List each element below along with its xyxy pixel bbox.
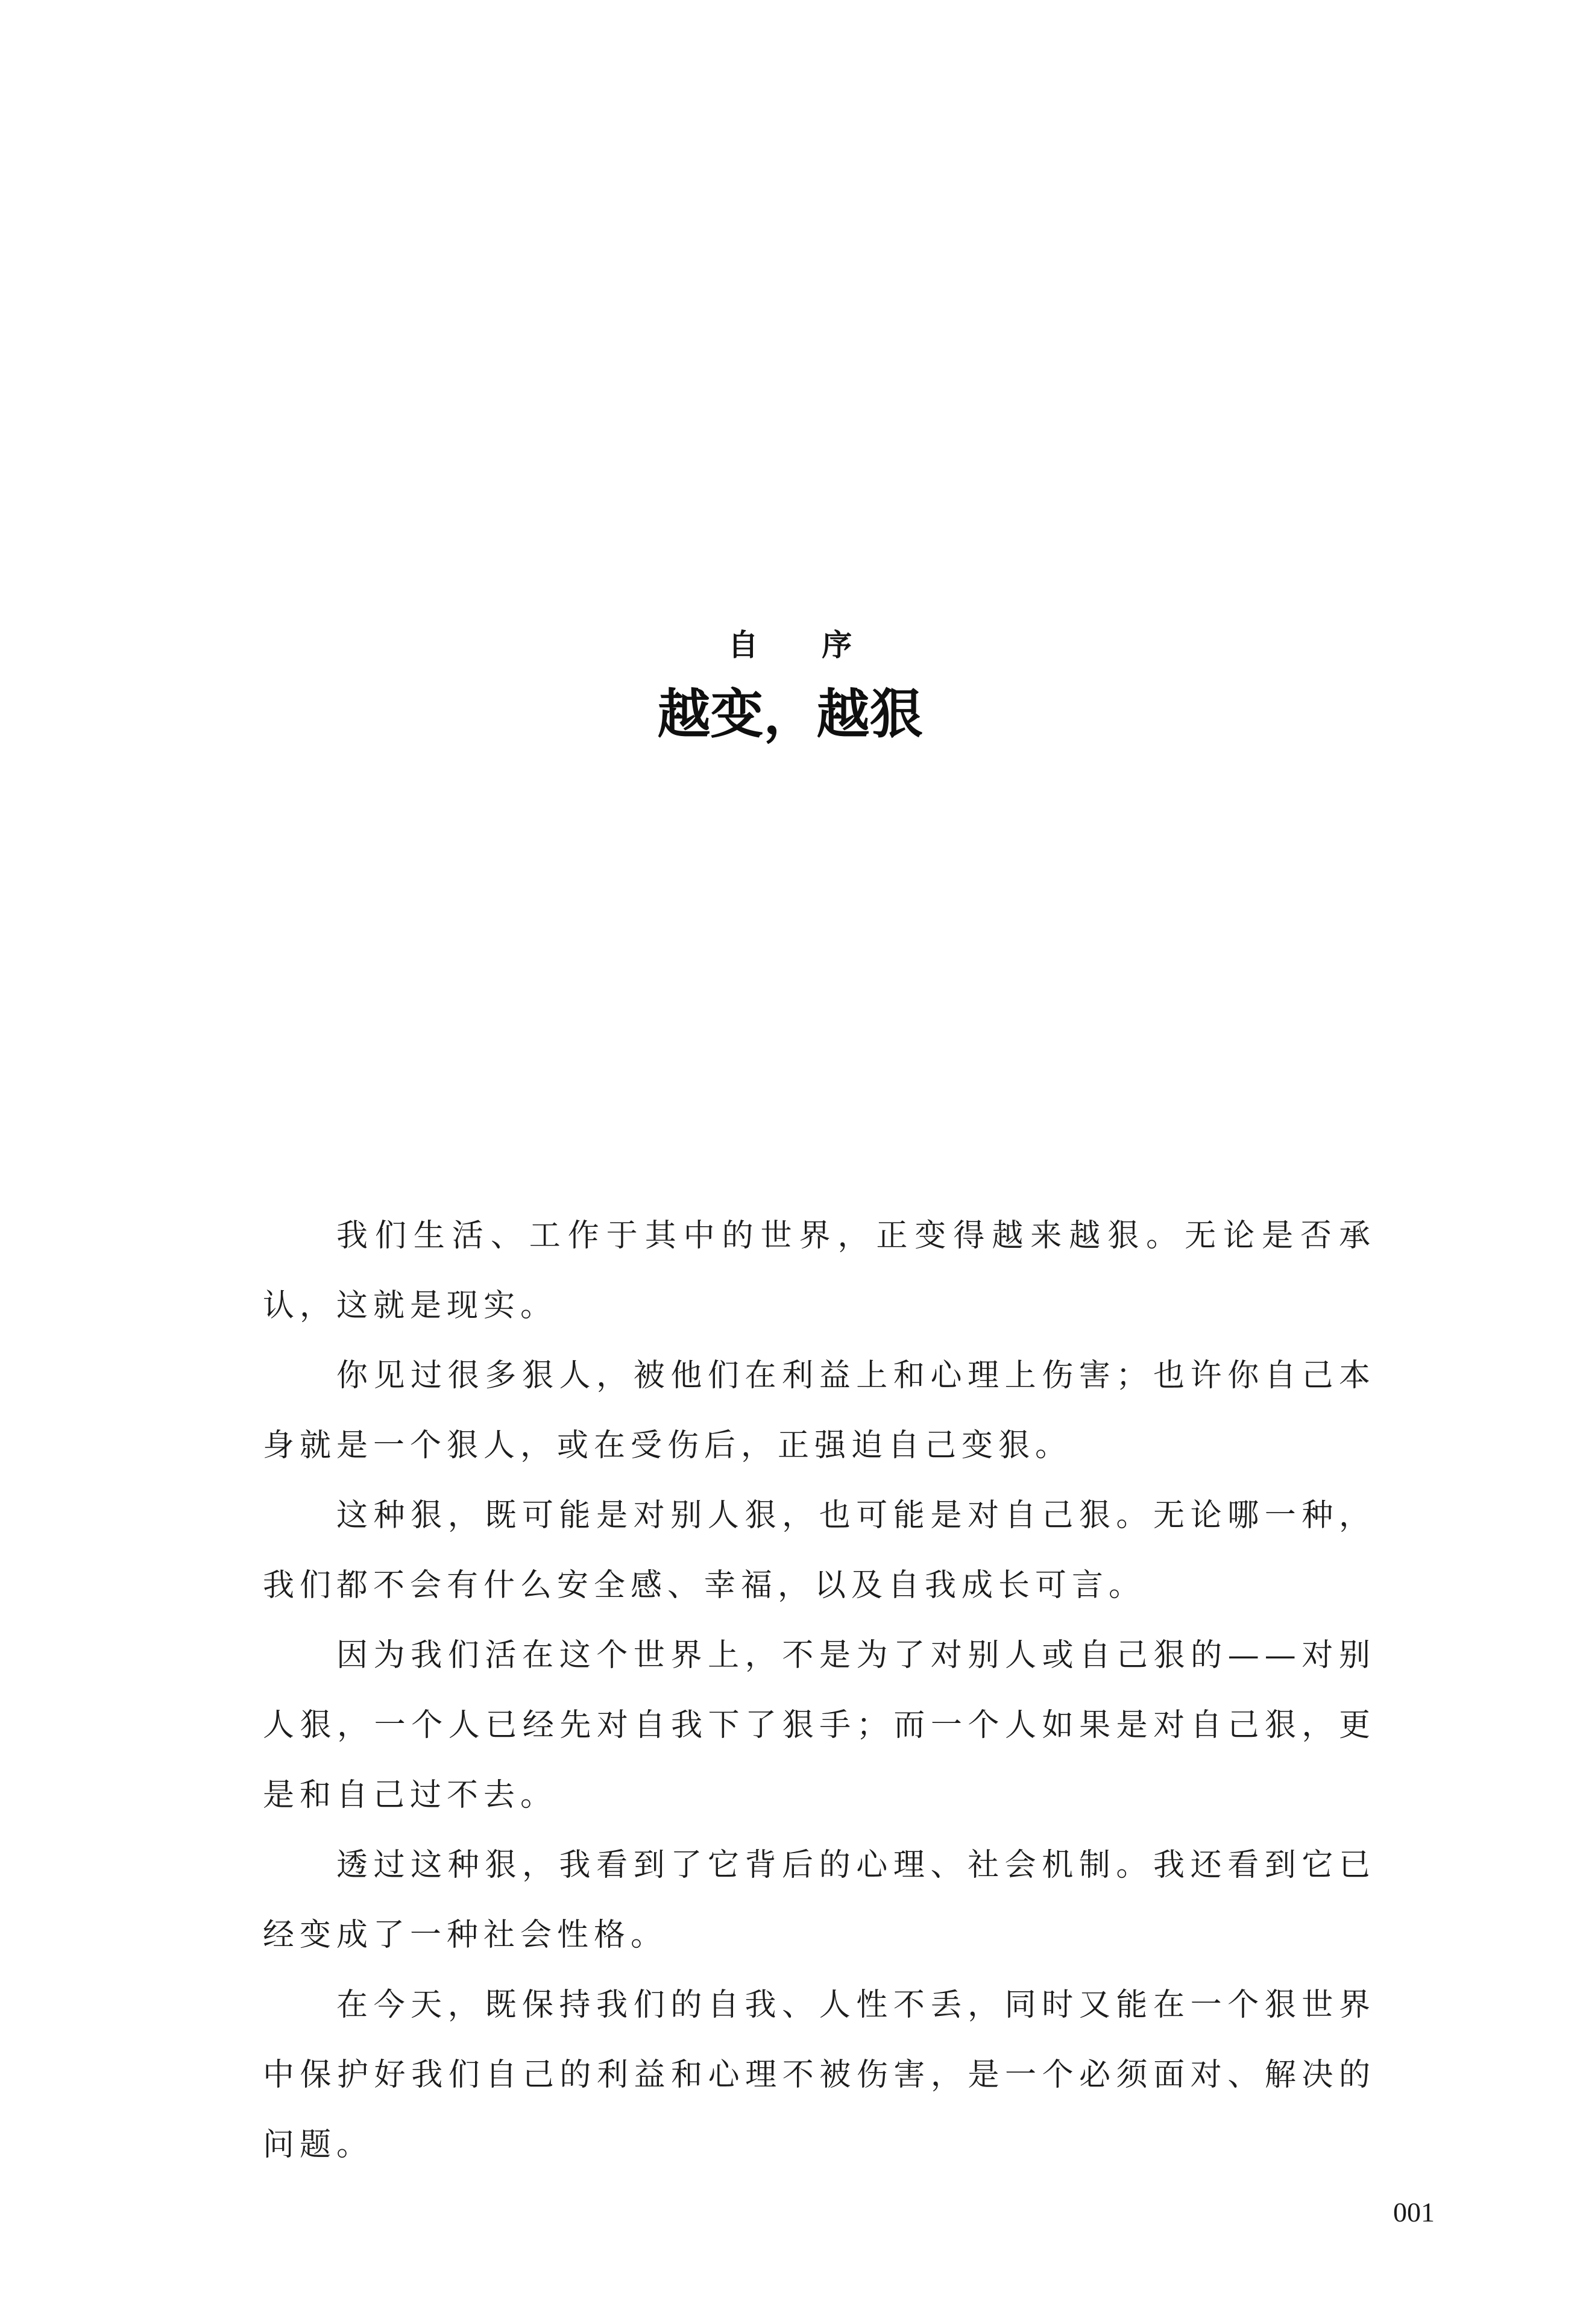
chapter-title: 越变，越狠 — [657, 683, 923, 745]
paragraph-5: 透过这种狠，我看到了它背后的心理、社会机制。我还看到它已经变成了一种社会性格。 — [263, 1847, 1376, 1953]
paragraph-2: 你见过很多狠人，被他们在利益上和心理上伤害；也许你自己本身就是一个狠人，或在受伤后，正强迫自己变狠。 — [263, 1358, 1376, 1464]
body-text — [263, 1201, 1376, 2180]
preface-label: 自 序 — [728, 628, 879, 663]
paragraph-1: 我们生活、工作于其中的世界，正变得越来越狠。无论是否承认，这就是现实。 — [263, 1218, 1376, 1324]
paragraph-3: 这种狠，既可能是对别人狠，也可能是对自己狠。无论哪一种，我们都不会有什么安全感、幸福，以及自我成长可言。 — [263, 1497, 1376, 1604]
paragraph-6: 在今天，既保持我们的自我、人性不丢，同时又能在一个狠世界中保护好我们自己的利益和心理不被伤害，是一个必须面对、解决的问题。 — [263, 1987, 1376, 2163]
page-number: 001 — [1393, 2197, 1435, 2228]
paragraph-4: 因为我们活在这个世界上，不是为了对别人或自己狠的——对别人狠，一个人已经先对自我下了狠手；而一个人如果是对自己狠，更是和自己过不去。 — [263, 1637, 1376, 1813]
